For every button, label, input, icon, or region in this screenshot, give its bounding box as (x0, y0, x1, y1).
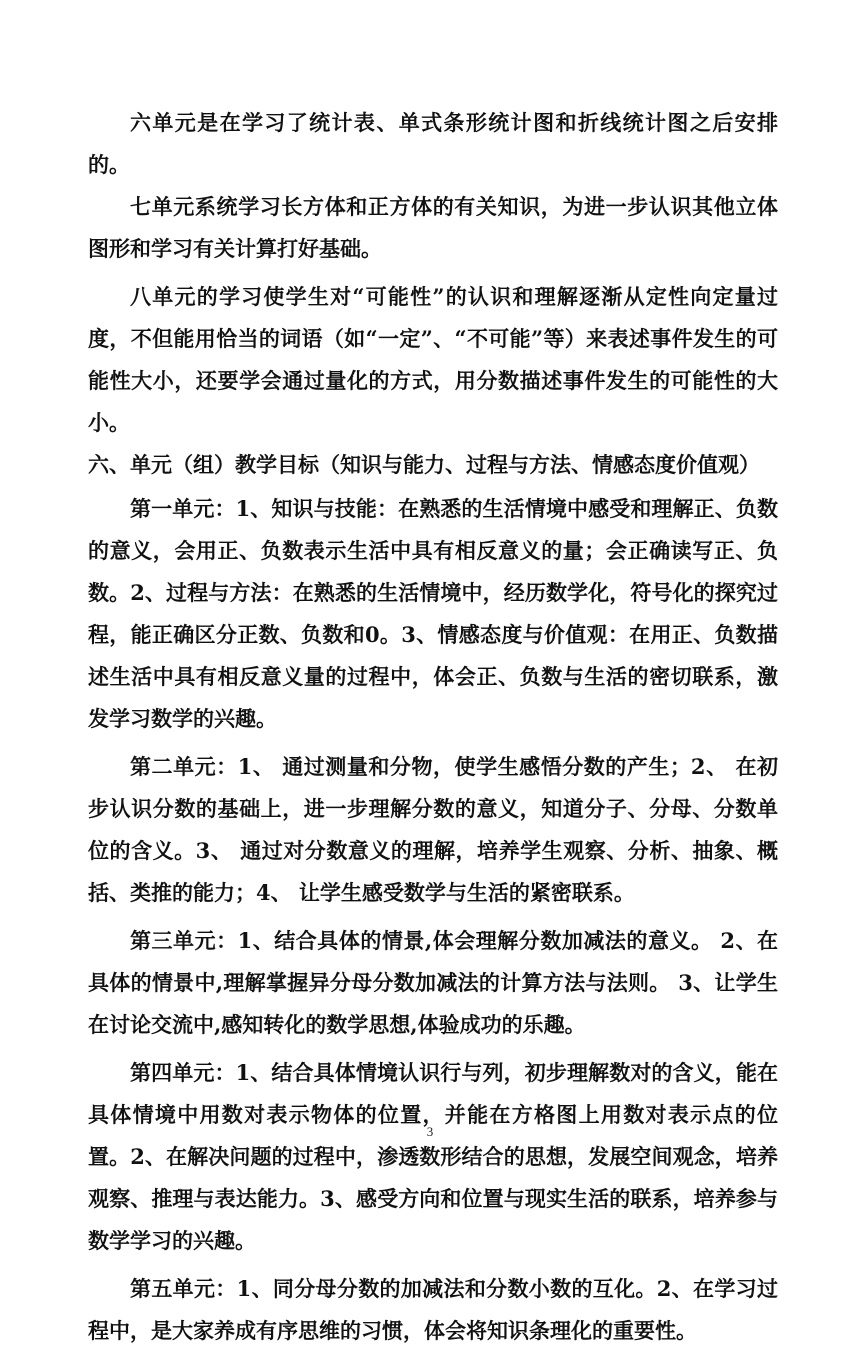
page-content (88, 102, 778, 1358)
goal-unit-four: 第四单元：1、结合具体情境认识行与列，初步理解数对的含义，能在具体情境中用数对表示物体的位置，并能在方格图上用数对表示点的位置。2、在解决问题的过程中，渗透数形结合的思想，发展空间观念，培养观察、推理与表达能力。3、感受方向和位置与现实生活的联系，培养参与数学学习的兴趣。 (88, 1060, 778, 1253)
goal-unit-five: 第五单元：1、同分母分数的加减法和分数小数的互化。2、在学习过程中，是大家养成有序思维的习惯，体会将知识条理化的重要性。 (88, 1276, 778, 1343)
section-heading: 六、单元（组）教学目标（知识与能力、过程与方法、情感态度价值观） (88, 452, 760, 477)
goal-unit-three: 第三单元：1、结合具体的情景,体会理解分数加减法的意义。 2、在具体的情景中,理解掌握异分母分数加减法的计算方法与法则。 3、让学生在讨论交流中,感知转化的数学思想,体验成功的乐趣。 (88, 928, 778, 1037)
paragraph-unit-seven: 七单元系统学习长方体和正方体的有关知识，为进一步认识其他立体图形和学习有关计算打好基础。 (88, 194, 778, 261)
paragraph-unit-eight: 八单元的学习使学生对“可能性”的认识和理解逐渐从定性向定量过度，不但能用恰当的词语（如“一定”、“不可能”等）来表述事件发生的可能性大小，还要学会通过量化的方式，用分数描述事件发生的可能性的大小。 (88, 284, 778, 435)
page-number: 3 (426, 1124, 434, 1139)
goal-unit-two: 第二单元：1、 通过测量和分物，使学生感悟分数的产生；2、 在初步认识分数的基础上，进一步理解分数的意义，知道分子、分母、分数单位的含义。3、 通过对分数意义的理解，培养学生观察、分析、抽象、概括、类推的能力；4、 让学生感受数学与生活的紧密联系。 (88, 754, 778, 905)
goal-unit-one: 第一单元：1、知识与技能：在熟悉的生活情境中感受和理解正、负数的意义，会用正、负数表示生活中具有相反意义的量；会正确读写正、负数。2、过程与方法：在熟悉的生活情境中，经历数学化，符号化的探究过程，能正确区分正数、负数和0。3、情感态度与价值观：在用正、负数描述生活中具有相反意义量的过程中，体会正、负数与生活的密切联系，激发学习数学的兴趣。 (88, 496, 778, 731)
paragraph-unit-six: 六单元是在学习了统计表、单式条形统计图和折线统计图之后安排的。 (88, 110, 778, 177)
